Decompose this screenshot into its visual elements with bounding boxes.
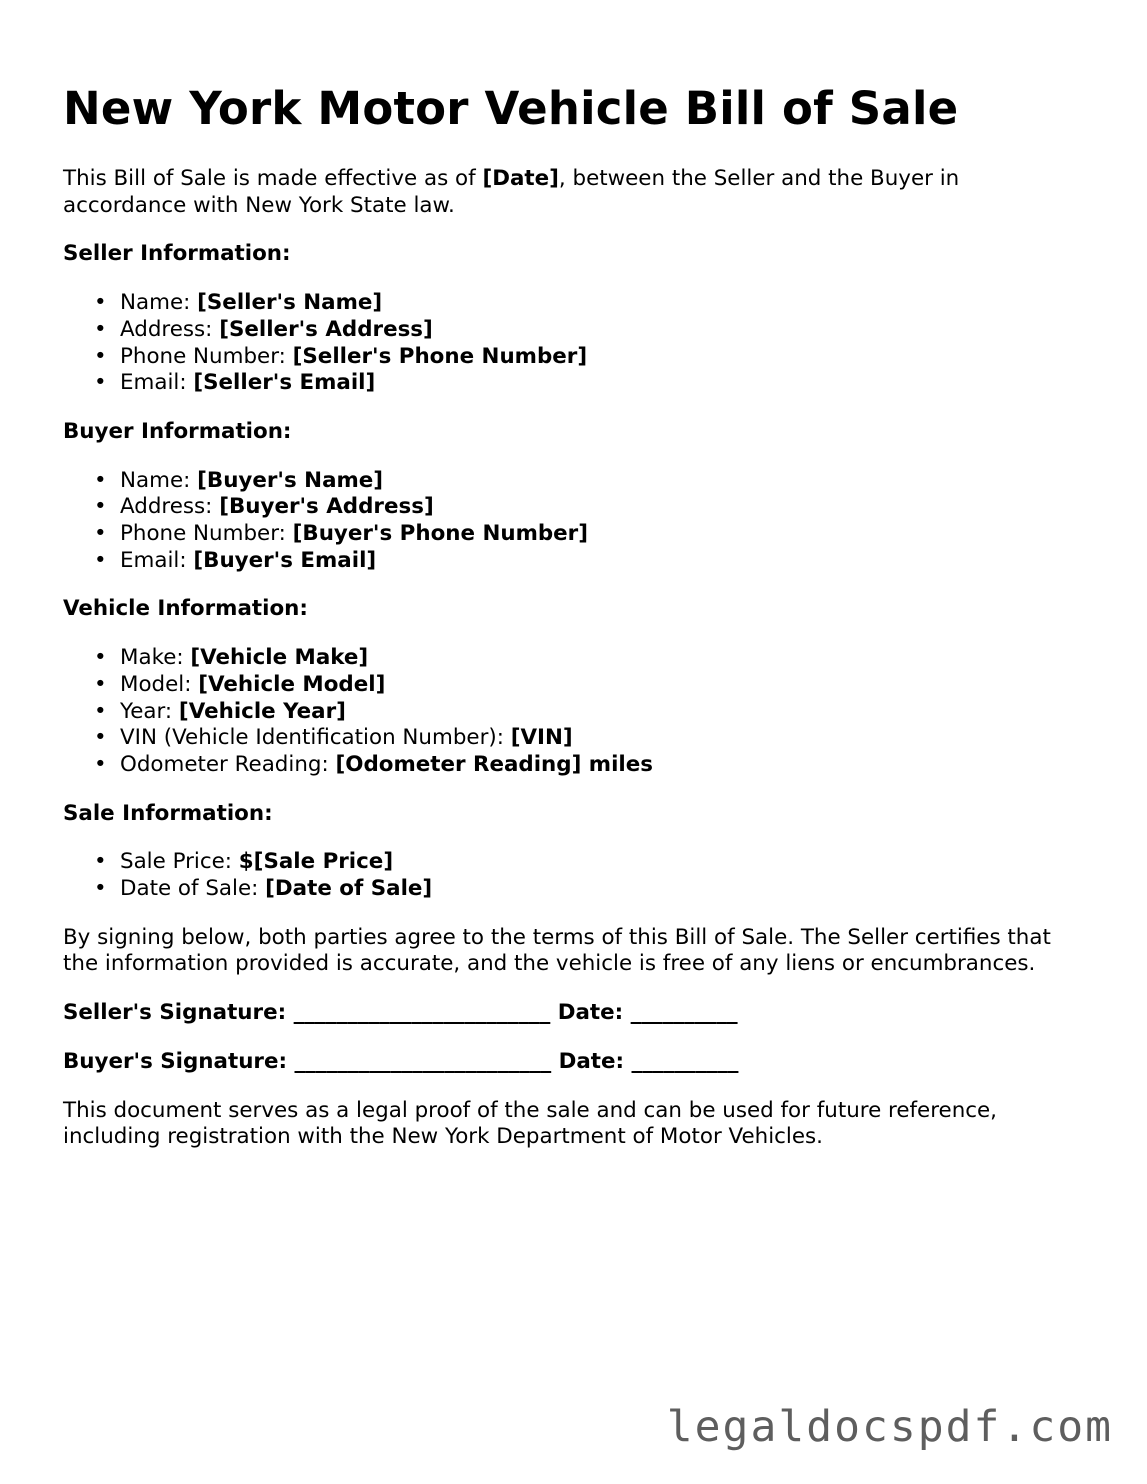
list-item [120, 468, 1063, 495]
list-item [120, 521, 1063, 548]
item-label: Email: [120, 370, 194, 396]
buyer-list [63, 468, 1063, 575]
vehicle-heading: Vehicle Information: [63, 596, 308, 622]
document-title: New York Motor Vehicle Bill of Sale [63, 82, 959, 135]
item-label: Make: [120, 645, 191, 671]
intro-paragraph [63, 166, 1063, 219]
intro-text-start: This Bill of Sale is made effective as of [63, 166, 483, 191]
intro-text-end: , between the Seller and the Buyer in accordance with New York State law. [63, 166, 960, 218]
item-label: Name: [120, 290, 198, 316]
item-value: [VIN] [510, 725, 573, 751]
watermark: legaldocspdf.com [666, 1402, 1113, 1452]
sale-list [63, 849, 1063, 902]
item-value: [Date of Sale] [265, 876, 433, 902]
intro-date-placeholder: [Date] [482, 166, 559, 191]
seller-list [63, 290, 1063, 397]
list-item [120, 370, 1063, 397]
item-value: $[Sale Price] [238, 849, 394, 875]
document-body [63, 166, 1063, 1173]
list-item [120, 752, 1063, 779]
list-item [120, 317, 1063, 344]
list-item [120, 699, 1063, 726]
seller-signature-line[interactable]: Seller's Signature: ________________________ Date: __________ [63, 1000, 738, 1026]
item-value: [Odometer Reading] miles [335, 751, 653, 777]
list-item [120, 344, 1063, 371]
item-label: Name: [120, 467, 198, 493]
item-label: Address: [120, 494, 220, 520]
item-value: [Seller's Name] [197, 290, 383, 316]
vehicle-list [63, 645, 1063, 779]
list-item [120, 494, 1063, 521]
closing-paragraph: This document serves as a legal proof of the sale and can be used for future reference, including registration with the New York Department of Motor Vehicles. [63, 1097, 997, 1150]
list-item [120, 290, 1063, 317]
item-value: [Seller's Phone Number] [292, 343, 588, 369]
item-label: Year: [120, 698, 179, 724]
list-item [120, 876, 1063, 903]
item-label: Odometer Reading: [120, 751, 336, 777]
item-value: [Seller's Address] [219, 316, 433, 342]
item-value: [Vehicle Make] [190, 645, 369, 671]
buyer-heading: Buyer Information: [63, 418, 292, 444]
item-value: [Buyer's Email] [193, 547, 377, 573]
item-label: Sale Price: [120, 849, 239, 875]
item-label: Phone Number: [120, 521, 293, 547]
list-item [120, 672, 1063, 699]
list-item [120, 548, 1063, 575]
item-value: [Buyer's Address] [219, 494, 434, 520]
item-label: Phone Number: [120, 343, 293, 369]
item-value: [Seller's Email] [193, 370, 376, 396]
seller-heading: Seller Information: [63, 241, 291, 267]
agreement-paragraph: By signing below, both parties agree to the terms of this Bill of Sale. The Seller certifies that the information provided is accurate, and the vehicle is free of any liens or encumbrances. [63, 924, 1051, 977]
item-value: [Buyer's Phone Number] [292, 521, 589, 547]
item-value: [Vehicle Year] [178, 698, 346, 724]
item-label: Address: [120, 316, 220, 342]
list-item [120, 645, 1063, 672]
sale-heading: Sale Information: [63, 800, 273, 826]
item-label: Model: [120, 671, 199, 697]
item-label: Date of Sale: [120, 876, 266, 902]
item-label: VIN (Vehicle Identification Number): [120, 725, 511, 751]
list-item [120, 849, 1063, 876]
buyer-signature-line[interactable]: Buyer's Signature: ________________________ Date: __________ [63, 1048, 739, 1074]
item-label: Email: [120, 547, 194, 573]
list-item [120, 725, 1063, 752]
item-value: [Vehicle Model] [198, 671, 386, 697]
item-value: [Buyer's Name] [197, 467, 384, 493]
